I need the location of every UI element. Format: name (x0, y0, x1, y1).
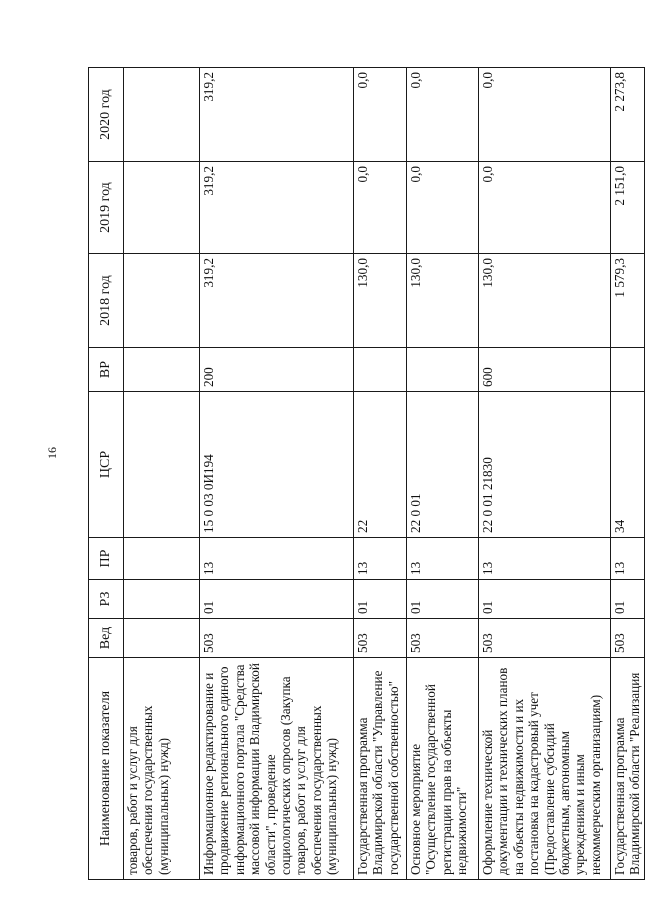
cell-rz: 01 (479, 580, 611, 619)
cell-vr: 200 (200, 348, 354, 392)
header-2020: 2020 год (89, 68, 124, 162)
cell-rz: 01 (200, 580, 354, 619)
table-row (479, 68, 611, 880)
cell-vr: 600 (479, 348, 611, 392)
header-2018: 2018 год (89, 254, 124, 348)
cell-ved: 503 (200, 619, 354, 658)
cell-rz: 01 (407, 580, 479, 619)
cell-2020: 0,0 (407, 68, 479, 162)
cell-2018: 1 579,3 (611, 254, 645, 348)
cell-2019 (124, 162, 200, 254)
cell-pr: 13 (479, 538, 611, 580)
cell-csr: 34 (611, 392, 645, 538)
cell-2019: 0,0 (479, 162, 611, 254)
cell-csr: 15 0 03 0И194 (200, 392, 354, 538)
table-row (611, 68, 645, 880)
header-row (89, 68, 124, 880)
cell-vr (407, 348, 479, 392)
cell-rz (124, 580, 200, 619)
cell-rz: 01 (611, 580, 645, 619)
cell-2019: 0,0 (407, 162, 479, 254)
cell-ved (124, 619, 200, 658)
table-row (200, 68, 354, 880)
table-row (354, 68, 407, 880)
cell-2020: 319,2 (200, 68, 354, 162)
header-csr: ЦСР (89, 392, 124, 538)
table-row (407, 68, 479, 880)
cell-2018: 130,0 (354, 254, 407, 348)
cell-2020: 0,0 (479, 68, 611, 162)
table-row (124, 68, 200, 880)
cell-2018: 130,0 (479, 254, 611, 348)
cell-name: Государственная программа Владимирской области "Управление государственной собственностью" (354, 658, 407, 880)
cell-2020 (124, 68, 200, 162)
cell-ved: 503 (354, 619, 407, 658)
cell-rz: 01 (354, 580, 407, 619)
cell-name: Информационное редактирование и продвижение регионального единого информационного портала "Средства массовой информации Владимирской области", проведение социологических опросов (Закупка товаров, работ и услуг для обеспечения государственных (муниципальных) нужд) (200, 658, 354, 880)
cell-2018: 319,2 (200, 254, 354, 348)
cell-2018 (124, 254, 200, 348)
header-ved: Вед (89, 619, 124, 658)
cell-csr (124, 392, 200, 538)
cell-csr: 22 0 01 21830 (479, 392, 611, 538)
cell-ved: 503 (479, 619, 611, 658)
header-2019: 2019 год (89, 162, 124, 254)
header-rz: РЗ (89, 580, 124, 619)
rotated-sheet (88, 68, 643, 880)
cell-vr (124, 348, 200, 392)
cell-pr: 13 (354, 538, 407, 580)
budget-table (88, 67, 645, 880)
cell-2019: 2 151,0 (611, 162, 645, 254)
cell-csr: 22 (354, 392, 407, 538)
cell-ved: 503 (407, 619, 479, 658)
cell-pr: 13 (200, 538, 354, 580)
cell-pr (124, 538, 200, 580)
cell-2020: 2 273,8 (611, 68, 645, 162)
cell-ved: 503 (611, 619, 645, 658)
cell-2019: 319,2 (200, 162, 354, 254)
cell-name: Основное мероприятие "Осуществление государственной регистрации прав на объекты недвижимости" (407, 658, 479, 880)
cell-vr (354, 348, 407, 392)
cell-name: товаров, работ и услуг для обеспечения государственных (муниципальных) нужд) (124, 658, 200, 880)
header-name: Наименование показателя (89, 658, 124, 880)
cell-pr: 13 (407, 538, 479, 580)
cell-2020: 0,0 (354, 68, 407, 162)
cell-vr (611, 348, 645, 392)
cell-name: Государственная программа Владимирской области "Реализация (611, 658, 645, 880)
cell-csr: 22 0 01 (407, 392, 479, 538)
page-number: 16 (45, 447, 59, 459)
cell-2019: 0,0 (354, 162, 407, 254)
header-vr: ВР (89, 348, 124, 392)
header-pr: ПР (89, 538, 124, 580)
cell-name: Оформление технической документации и технических планов на объекты недвижимости и их постановка на кадастровый учет (Предоставление субсидий бюджетным, автономным учреждениям и иным некоммерческим организациям) (479, 658, 611, 880)
cell-pr: 13 (611, 538, 645, 580)
cell-2018: 130,0 (407, 254, 479, 348)
